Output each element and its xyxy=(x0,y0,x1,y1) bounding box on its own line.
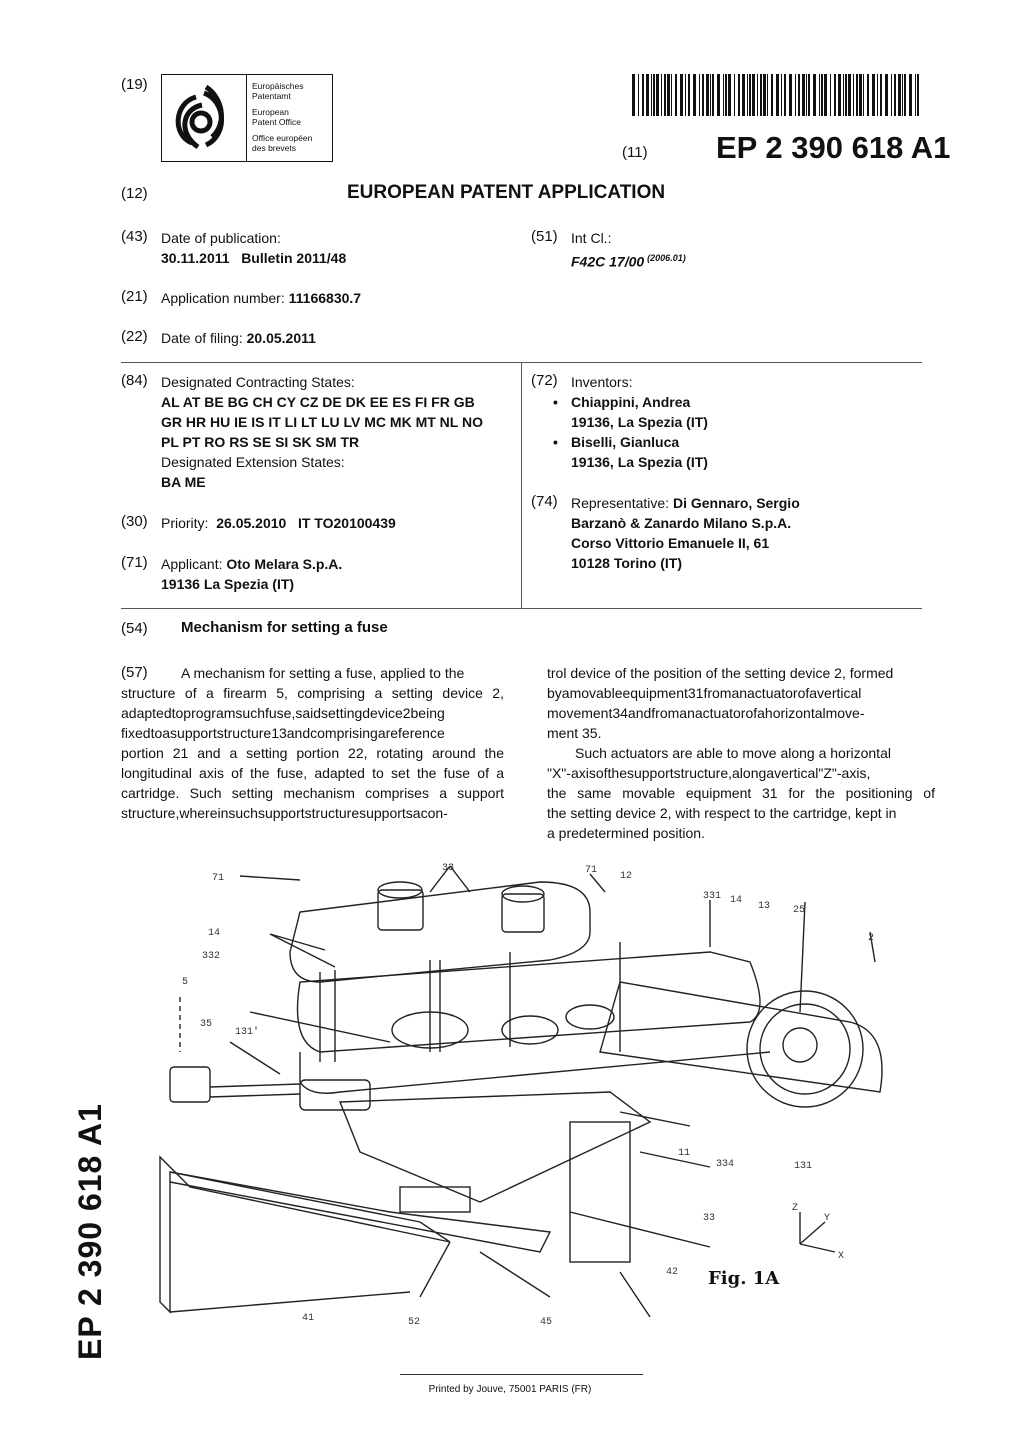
barcode-bar xyxy=(781,74,782,116)
svg-text:11: 11 xyxy=(678,1148,691,1159)
inid-43: (43) xyxy=(121,228,148,245)
svg-text:14: 14 xyxy=(208,928,221,939)
barcode-bar xyxy=(909,74,912,116)
barcode-bar xyxy=(738,74,740,116)
barcode-bar xyxy=(702,74,704,116)
barcode-bar xyxy=(671,74,672,116)
barcode-bar xyxy=(867,74,869,116)
svg-text:35: 35 xyxy=(200,1019,213,1030)
inventor-name: • Chiappini, Andrea xyxy=(553,394,691,410)
barcode-bar xyxy=(904,74,906,116)
barcode xyxy=(632,74,922,116)
inventors: Inventors: • Chiappini, Andrea 19136, La Spezia (IT) • Biselli, Gianluca 19136, La Spezia (IT) xyxy=(553,374,708,470)
barcode-bar xyxy=(843,74,844,116)
barcode-bar xyxy=(808,74,810,116)
barcode-bar xyxy=(877,74,878,116)
office-name-fr: des brevets xyxy=(252,143,296,153)
applicant: Applicant: Oto Melara S.p.A. 19136 La Spezia (IT) xyxy=(161,556,343,592)
svg-text:12: 12 xyxy=(620,871,633,882)
publication-date-value: 30.11.2011 Bulletin 2011/48 xyxy=(161,250,347,266)
barcode-bar xyxy=(813,74,816,116)
inid-74: (74) xyxy=(531,493,558,510)
invention-title: Mechanism for setting a fuse xyxy=(181,619,388,636)
patent-drawing xyxy=(150,852,910,1332)
barcode-bar xyxy=(734,74,735,116)
svg-text:334: 334 xyxy=(716,1159,735,1170)
abstract-left-column: A mechanism for setting a fuse, applied to the structure of a firearm 5, comprising a setting device 2, adaptedtoprogramsuchfuse,saidsettingdevice2being fixedtoasupportstructure13andcomprisingareference portion 21 and a setting portion 22, rotating around the longitudinal axis of the fuse, adapted to set the fuse of a cartridge. Such setting mechanism comprises a support structure,whereinsuchsupportstructuresupportsacon- xyxy=(121,665,504,821)
barcode-bar xyxy=(821,74,823,116)
barcode-bar xyxy=(902,74,903,116)
svg-text:131: 131 xyxy=(794,1161,813,1172)
barcode-bar xyxy=(863,74,864,116)
barcode-bar xyxy=(898,74,901,116)
svg-text:Y: Y xyxy=(824,1213,831,1224)
inid-22: (22) xyxy=(121,328,148,345)
inid-54: (54) xyxy=(121,620,148,637)
barcode-bar xyxy=(885,74,888,116)
svg-text:14: 14 xyxy=(730,895,743,906)
svg-text:33: 33 xyxy=(703,1213,716,1224)
svg-text:13: 13 xyxy=(758,901,771,912)
office-name-de: Patentamt xyxy=(252,91,291,101)
svg-text:2: 2 xyxy=(868,933,875,944)
svg-text:131': 131' xyxy=(235,1027,260,1038)
inid-12: (12) xyxy=(121,185,148,202)
barcode-bar xyxy=(859,74,862,116)
divider xyxy=(121,608,922,609)
inventor-address: 19136, La Spezia (IT) xyxy=(571,454,708,470)
svg-text:45: 45 xyxy=(540,1317,553,1328)
svg-text:33: 33 xyxy=(442,863,455,874)
barcode-bar xyxy=(752,74,755,116)
barcode-bar xyxy=(830,74,831,116)
printer-note: Printed by Jouve, 75001 PARIS (FR) xyxy=(428,1384,592,1395)
barcode-bar xyxy=(763,74,766,116)
barcode-bar xyxy=(651,74,652,116)
barcode-bar xyxy=(710,74,711,116)
barcode-bar xyxy=(693,74,696,116)
barcode-bar xyxy=(646,74,649,116)
inid-21: (21) xyxy=(121,288,148,305)
figure-caption: Fig. 1A xyxy=(708,1268,780,1289)
document-type: EUROPEAN PATENT APPLICATION xyxy=(347,182,666,203)
barcode-bar xyxy=(917,74,919,116)
barcode-bar xyxy=(632,74,635,116)
barcode-bar xyxy=(653,74,655,116)
barcode-bar xyxy=(894,74,896,116)
mid-plate xyxy=(340,1092,650,1202)
svg-text:71: 71 xyxy=(585,865,598,876)
barcode-bar xyxy=(789,74,792,116)
barcode-bar xyxy=(706,74,709,116)
barcode-bar xyxy=(723,74,724,116)
barcode-bar xyxy=(767,74,768,116)
epo-emblem-icon xyxy=(162,75,246,161)
barcode-bar xyxy=(688,74,690,116)
barcode-bar xyxy=(742,74,745,116)
barcode-bar xyxy=(806,74,807,116)
inventor-address: 19136, La Spezia (IT) xyxy=(571,414,708,430)
office-name-de: Europäisches xyxy=(252,81,304,91)
barcode-bar xyxy=(725,74,727,116)
epo-logo xyxy=(161,74,333,162)
barcode-bar xyxy=(880,74,882,116)
barcode-bar xyxy=(642,74,644,116)
priority: Priority: 26.05.2010 IT TO20100439 xyxy=(161,515,396,531)
barcode-bar xyxy=(712,74,714,116)
svg-text:331: 331 xyxy=(703,891,722,902)
barcode-bar xyxy=(667,74,670,116)
application-number: Application number: 11166830.7 xyxy=(161,290,362,306)
barcode-bar xyxy=(638,74,639,116)
office-name-fr: Office européen xyxy=(252,133,313,143)
column-divider xyxy=(521,362,522,608)
barcode-bar xyxy=(834,74,836,116)
barcode-bar xyxy=(784,74,786,116)
barcode-bar xyxy=(795,74,796,116)
barcode-bar xyxy=(664,74,666,116)
svg-text:42: 42 xyxy=(666,1267,679,1278)
int-cl-label: Int Cl.: xyxy=(571,230,612,246)
barcode-bar xyxy=(680,74,683,116)
barcode-bar xyxy=(891,74,892,116)
inid-51: (51) xyxy=(531,228,558,245)
inid-19: (19) xyxy=(121,76,148,93)
int-cl-version: (2006.01) xyxy=(647,253,686,263)
barcode-bar xyxy=(699,74,700,116)
barcode-bar xyxy=(776,74,779,116)
barcode-bar xyxy=(728,74,731,116)
barcode-bar xyxy=(802,74,805,116)
barcode-bar xyxy=(853,74,854,116)
barcode-bar xyxy=(845,74,847,116)
inid-84: (84) xyxy=(121,372,148,389)
barcode-bar xyxy=(771,74,773,116)
svg-text:Z: Z xyxy=(792,1203,799,1214)
designated-states: Designated Contracting States: AL AT BE BG CH CY CZ DE DK EE ES FI FR GB GR HR HU IE IS IT LI LT LU LV MC MK MT NL NO PL PT RO RS SE SI SK SM TR Designated Extension States: BA ME xyxy=(161,374,483,490)
barcode-bar xyxy=(838,74,841,116)
barcode-bar xyxy=(760,74,762,116)
int-cl-value: F42C 17/00 $^{(2006.01)}$ xyxy=(571,253,686,270)
svg-text:X: X xyxy=(838,1251,845,1262)
barcode-bar xyxy=(656,74,659,116)
svg-text:5: 5 xyxy=(182,977,189,988)
representative: Representative: Di Gennaro, Sergio Barzanò & Zanardo Milano S.p.A. Corso Vittorio Emanuele II, 61 10128 Torino (IT) xyxy=(571,495,800,571)
barcode-bar xyxy=(798,74,800,116)
office-name-en: Patent Office xyxy=(252,117,301,127)
barcode-bar xyxy=(717,74,720,116)
long-arm xyxy=(600,982,882,1092)
barcode-bar xyxy=(848,74,851,116)
svg-text:25: 25 xyxy=(793,905,806,916)
svg-text:332: 332 xyxy=(202,951,221,962)
filing-date: Date of filing: 20.05.2011 xyxy=(161,330,316,346)
barcode-bar xyxy=(824,74,827,116)
side-publication-number: EP 2 390 618 A1 xyxy=(72,1103,108,1360)
barcode-bar xyxy=(856,74,858,116)
barcode-bar xyxy=(685,74,686,116)
barcode-bar xyxy=(675,74,677,116)
svg-text:52: 52 xyxy=(408,1317,421,1328)
barcode-bar xyxy=(661,74,662,116)
base-frame xyxy=(160,1157,450,1312)
inid-72: (72) xyxy=(531,372,558,389)
inid-71: (71) xyxy=(121,554,148,571)
barcode-bar xyxy=(747,74,748,116)
barcode-bar xyxy=(757,74,758,116)
inid-57: (57) xyxy=(121,664,148,681)
footer-divider xyxy=(400,1374,643,1375)
abstract-right-column: trol device of the position of the setting device 2, formed byamovableequipment31fromanactuatorofavertical movement34andfromanactuatorofahorizontalmove- ment 35. Such actuators are able to move along a horizontal "X"-axisofthesupportstructure,alongavertical"Z"-axis, the same movable equipment 31 for the positioning of the setting device 2, with respect to the cartridge, kept in a predetermined position. xyxy=(547,665,935,841)
barcode-bar xyxy=(749,74,751,116)
barcode-bar xyxy=(915,74,916,116)
publication-number: EP 2 390 618 A1 xyxy=(716,130,951,165)
inventor-name: • Biselli, Gianluca xyxy=(553,434,680,450)
inid-11: (11) xyxy=(622,144,648,161)
barcode-bar xyxy=(819,74,820,116)
publication-date-label: Date of publication: xyxy=(161,230,281,246)
inid-30: (30) xyxy=(121,513,148,530)
svg-text:41: 41 xyxy=(302,1313,315,1324)
barcode-bar xyxy=(872,74,875,116)
svg-text:71: 71 xyxy=(212,873,225,884)
office-name-en: European xyxy=(252,107,289,117)
